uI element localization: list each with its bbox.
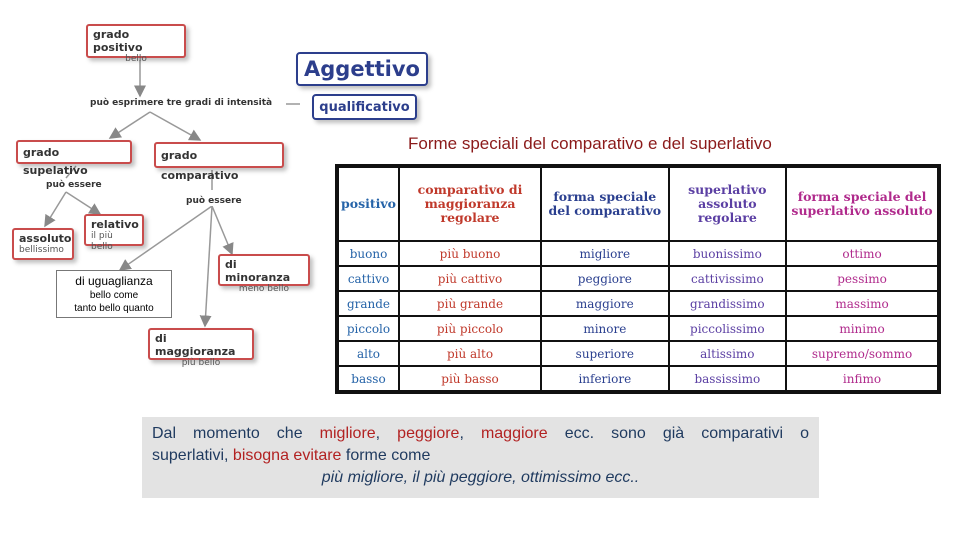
- note-text: forme come: [341, 447, 431, 464]
- note-highlight: bisogna evitare: [232, 447, 342, 464]
- table-header-row: [339, 168, 937, 240]
- note-text: ecc. sono già comparativi o: [547, 425, 810, 442]
- table-row: [339, 292, 937, 315]
- node-maggioranza: [148, 328, 254, 368]
- node-grado-superlativo: [16, 140, 132, 177]
- table-cell: piccolo: [339, 317, 398, 340]
- table-cell: maggiore: [542, 292, 668, 315]
- node-relativo: [84, 214, 144, 252]
- note-line-1: [152, 423, 809, 445]
- table-cell: peggiore: [542, 267, 668, 290]
- table-header-cell: comparativo di maggioranza regolare: [400, 168, 540, 240]
- table-cell: infimo: [787, 367, 937, 390]
- table-cell: bassissimo: [670, 367, 785, 390]
- note-box: [142, 417, 819, 498]
- table-row: [339, 342, 937, 365]
- table-cell: più piccolo: [400, 317, 540, 340]
- node-example: bellissimo: [19, 245, 64, 255]
- table-row: [339, 242, 937, 265]
- table-cell: minore: [542, 317, 668, 340]
- node-title: grado positivo: [93, 28, 143, 54]
- map-subtitle: qualificativo: [312, 94, 417, 120]
- table-cell: più cattivo: [400, 267, 540, 290]
- table-cell: inferiore: [542, 367, 668, 390]
- note-text: Dal momento che: [152, 425, 320, 442]
- node-example: il più bello: [91, 231, 113, 252]
- node-title: grado supelativo: [23, 146, 88, 177]
- table-cell: superiore: [542, 342, 668, 365]
- table-cell: più buono: [400, 242, 540, 265]
- table-cell: minimo: [787, 317, 937, 340]
- node-title: di uguaglianza: [75, 274, 153, 288]
- table-cell: grandissimo: [670, 292, 785, 315]
- table-heading: Forme speciali del comparativo e del superlativo: [408, 134, 772, 153]
- table-row: [339, 317, 937, 340]
- node-example: più bello: [181, 358, 221, 368]
- node-uguaglianza: [56, 270, 172, 318]
- table-cell: grande: [339, 292, 398, 315]
- forms-table: [335, 164, 941, 394]
- node-example: bello come: [89, 290, 139, 301]
- node-assoluto: [12, 228, 74, 260]
- table-cell: pessimo: [787, 267, 937, 290]
- note-line-3: più migliore, il più peggiore, ottimissimo ecc..: [321, 469, 640, 486]
- note-highlight: migliore: [319, 425, 376, 442]
- link-label-can-be-left: può essere: [46, 180, 102, 190]
- table-cell: cattivo: [339, 267, 398, 290]
- map-title: Aggettivo: [296, 52, 428, 86]
- note-text: ,: [375, 425, 398, 442]
- table-cell: alto: [339, 342, 398, 365]
- note-highlight: peggiore: [397, 425, 460, 442]
- table-row: [339, 267, 937, 290]
- table-cell: più grande: [400, 292, 540, 315]
- node-example: meno bello: [238, 284, 290, 294]
- node-minoranza: [218, 254, 310, 294]
- table-cell: buono: [339, 242, 398, 265]
- note-text: ,: [459, 425, 481, 442]
- forms-table-grid: [337, 166, 939, 392]
- node-title: di minoranza: [225, 258, 291, 284]
- table-cell: migliore: [542, 242, 668, 265]
- table-cell: ottimo: [787, 242, 937, 265]
- node-title: grado comparativo: [161, 149, 239, 182]
- node-example: tanto bello quanto: [74, 303, 154, 314]
- node-grado-positivo: [86, 24, 186, 64]
- table-cell: supremo/sommo: [787, 342, 937, 365]
- table-cell: massimo: [787, 292, 937, 315]
- note-line-2: [152, 445, 809, 467]
- table-cell: piccolissimo: [670, 317, 785, 340]
- table-header-cell: forma speciale del superlativo assoluto: [787, 168, 937, 240]
- node-example: bello: [125, 54, 147, 64]
- table-header-cell: forma speciale del comparativo: [542, 168, 668, 240]
- table-row: [339, 367, 937, 390]
- link-label-can-be-right: può essere: [186, 196, 242, 206]
- link-label-three-degrees: può esprimere tre gradi di intensità: [90, 98, 273, 108]
- node-title: assoluto: [19, 232, 72, 245]
- table-header-cell: positivo: [339, 168, 398, 240]
- table-cell: più basso: [400, 367, 540, 390]
- table-header-cell: superlativo assoluto regolare: [670, 168, 785, 240]
- node-grado-comparativo: [154, 142, 284, 182]
- note-text: superlativi,: [152, 447, 233, 464]
- note-highlight: maggiore: [480, 425, 548, 442]
- node-title: relativo: [91, 218, 139, 231]
- table-cell: buonissimo: [670, 242, 785, 265]
- node-title: di maggioranza: [155, 332, 236, 358]
- table-cell: cattivissimo: [670, 267, 785, 290]
- table-cell: basso: [339, 367, 398, 390]
- table-cell: più alto: [400, 342, 540, 365]
- table-cell: altissimo: [670, 342, 785, 365]
